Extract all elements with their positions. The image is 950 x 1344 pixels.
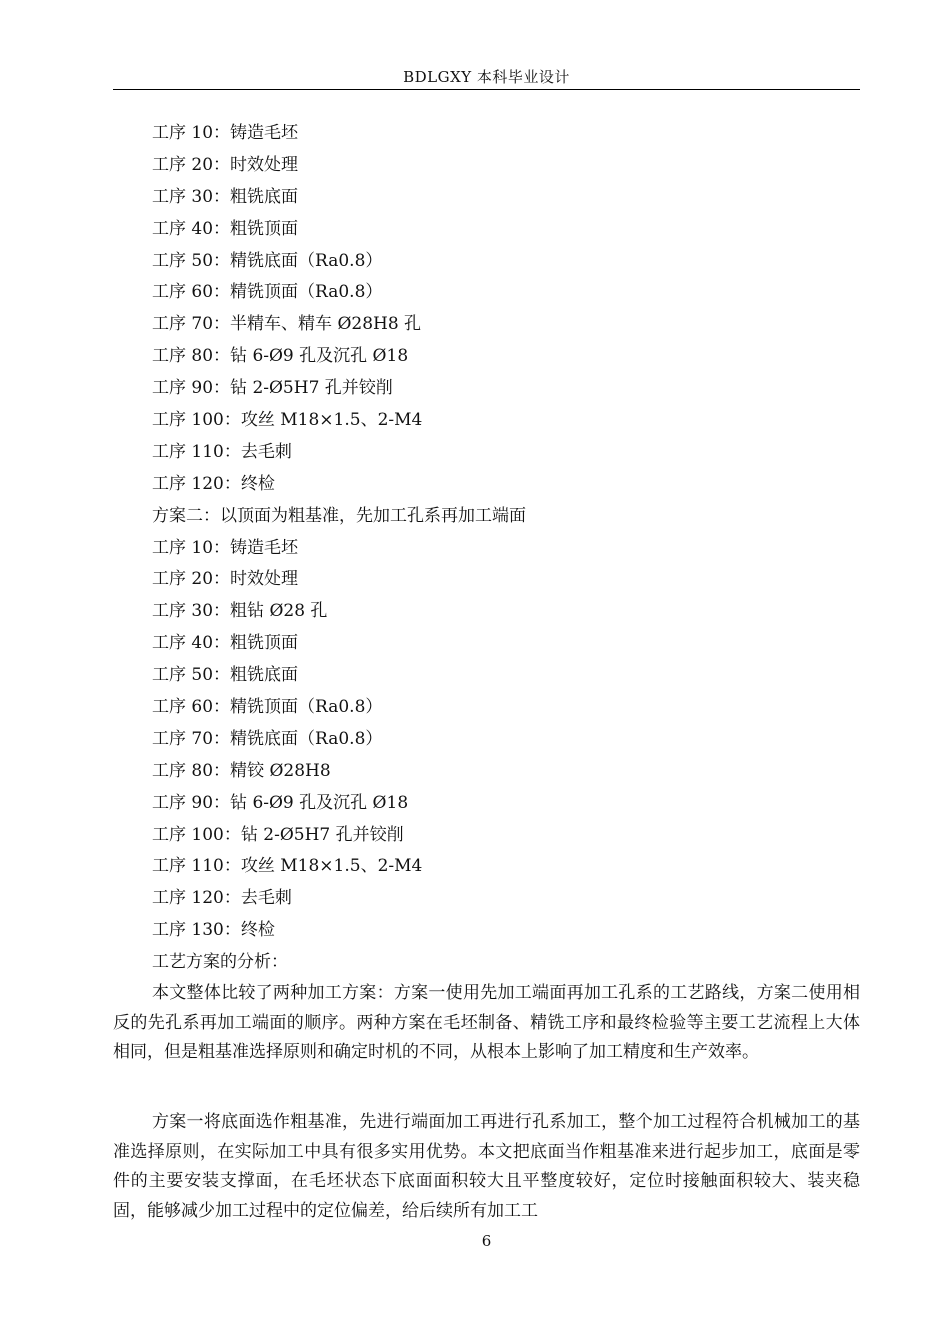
list-item: 工序 120：去毛刺	[152, 888, 292, 909]
list-item: 工序 70：精铣底面（Ra0.8）	[152, 728, 383, 749]
list-item: 工序 60：精铣顶面（Ra0.8）	[152, 697, 383, 718]
list-item: 工序 70：半精车、精车 Ø28H8 孔	[152, 314, 422, 335]
list-item: 工序 100：攻丝 M18×1.5、2-M4	[152, 410, 423, 431]
list-item: 工序 90：钻 2-Ø5H7 孔并铰削	[152, 378, 393, 399]
list-item: 工序 130：终检	[152, 920, 275, 941]
list-item: 工序 50：精铣底面（Ra0.8）	[152, 250, 383, 271]
list-item: 工序 100：钻 2-Ø5H7 孔并铰削	[152, 824, 404, 845]
analysis-paragraph: 本文整体比较了两种加工方案：方案一使用先加工端面再加工孔系的工艺路线，方案二使用相反的先孔系再加工端面的顺序。两种方案在毛坯制备、精铣工序和最终检验等主要工艺流程上大体相同，但是粗基准选择原则和确定时机的不同，从根本上影响了加工精度和生产效率。	[113, 983, 860, 1062]
scheme-two-heading: 方案二：以顶面为粗基准，先加工孔系再加工端面	[152, 505, 526, 526]
list-item: 工序 20：时效处理	[152, 154, 299, 175]
list-item: 工序 30：粗铣底面	[152, 186, 299, 207]
list-item: 工序 50：粗铣底面	[152, 665, 299, 686]
analysis-paragraph: 方案一将底面选作粗基准，先进行端面加工再进行孔系加工，整个加工过程符合机械加工的基准选择原则，在实际加工中具有很多实用优势。本文把底面当作粗基准来进行起步加工，底面是零件的主要安装支撑面，在毛坯状态下底面面积较大且平整度较好，定位时接触面积较大、装夹稳固，能够减少加工过程中的定位偏差，给后续所有加工工	[113, 1112, 860, 1221]
page-number: 6	[481, 1232, 492, 1250]
list-item: 工序 10：铸造毛坯	[152, 123, 299, 143]
list-item: 工序 30：粗钻 Ø28 孔	[152, 601, 328, 622]
list-item: 工序 10：铸造毛坯	[152, 537, 299, 558]
header-divider	[113, 89, 860, 90]
list-item: 工序 80：钻 6-Ø9 孔及沉孔 Ø18	[152, 346, 409, 367]
list-item: 工序 80：精铰 Ø28H8	[152, 760, 331, 781]
list-item: 工序 120：终检	[152, 473, 275, 494]
page-header: BDLGXY 本科毕业设计	[403, 68, 570, 86]
process-step-list	[152, 118, 526, 979]
list-item: 工序 40：粗铣顶面	[152, 218, 299, 239]
list-item: 工序 40：粗铣顶面	[152, 633, 299, 654]
list-item: 工序 60：精铣顶面（Ra0.8）	[152, 282, 383, 303]
list-item: 工序 20：时效处理	[152, 569, 299, 590]
list-item: 工序 90：钻 6-Ø9 孔及沉孔 Ø18	[152, 792, 409, 813]
analysis-heading: 工艺方案的分析：	[152, 952, 288, 973]
list-item: 工序 110：攻丝 M18×1.5、2-M4	[152, 856, 423, 877]
list-item: 工序 110：去毛刺	[152, 441, 292, 462]
